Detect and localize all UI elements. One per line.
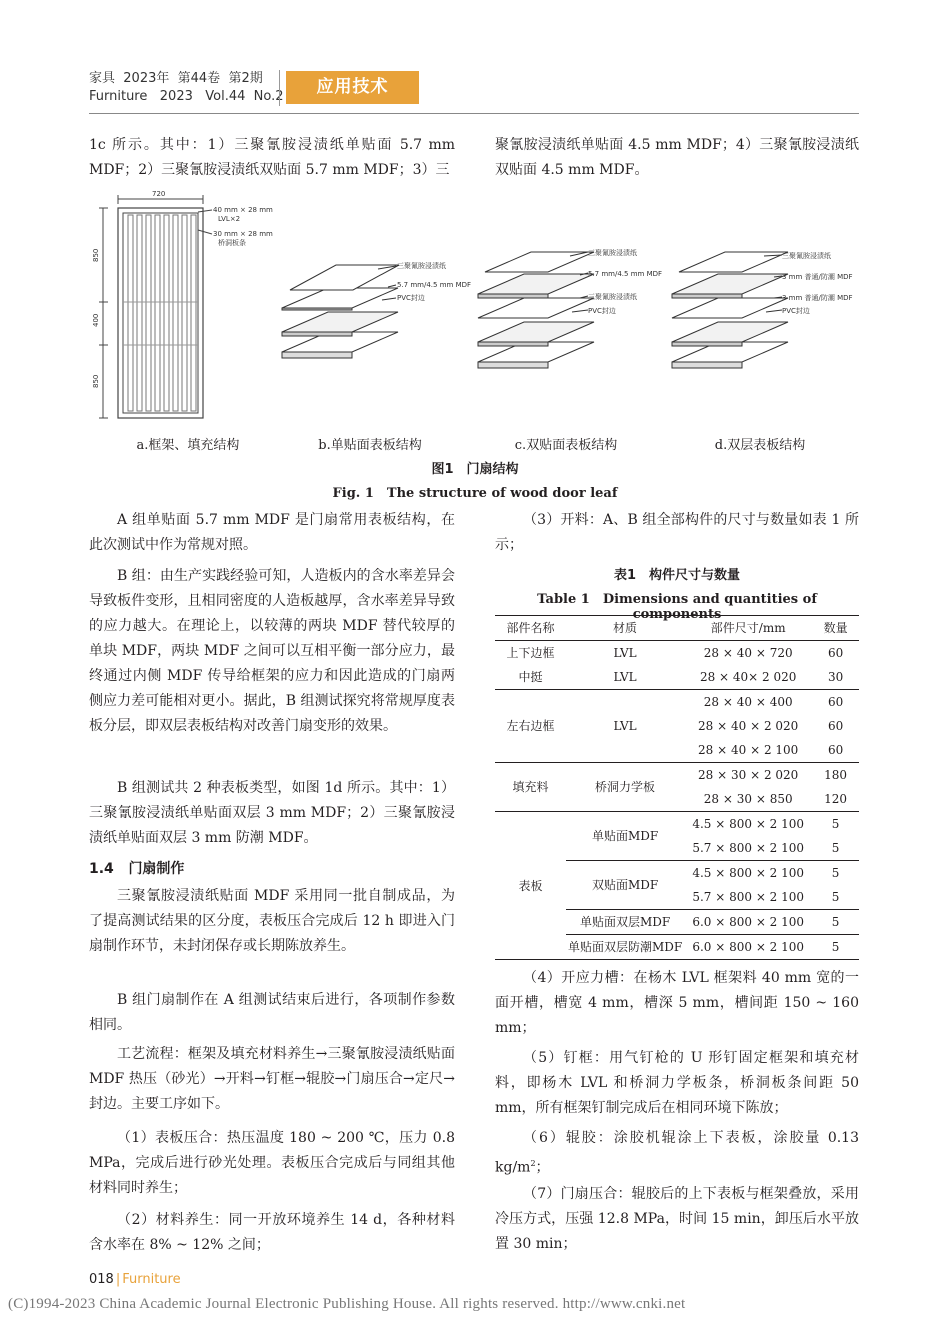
table-header (495, 616, 859, 641)
table-row: 表板 单贴面MDF 4.5 × 800 × 2 100 5 (495, 812, 859, 837)
table-row: 28 × 30 × 850 120 (495, 787, 859, 812)
b-label-mdf: 5.7 mm/4.5 mm MDF (397, 281, 472, 289)
c-label-pvc: PVC封边 (588, 307, 616, 315)
d-label-pvc: PVC封边 (782, 307, 810, 315)
left-top-text: 1c 所示。其中：1）三聚氰胺浸渍纸单贴面 5.7 mm MDF；2）三聚氰胺浸渍纸双贴面 5.7 mm MDF；3）三 (89, 137, 455, 178)
double-layer-diagram (672, 252, 788, 368)
journal-header-en: Furniture 2023 Vol.44 No.2 (89, 89, 284, 104)
table-row: 5.7 × 800 × 2 100 5 (495, 836, 859, 861)
c-label-mdf: 5.7 mm/4.5 mm MDF (588, 270, 663, 278)
d-label-mdf-1: 3 mm 普通/防潮 MDF (782, 273, 853, 281)
single-faced-diagram (282, 265, 399, 358)
frame-diagram (99, 195, 212, 418)
left-para-2: B 组：由生产实践经验可知，人造板内的含水率差异会导致板件变形，且相同密度的人造板越厚，含水率差异导致的应力越大。在理论上，以较薄的两块 MDF 替代较厚的单块 MDF，两块 MDF 之间可以互相平衡一部分应力，最终通过内侧 MDF 传导给框架的应力和因此造成的门扇两侧应力差可能相对更小。据此，B 组测试探究将常规厚度表板分层，即双层表板结构对改善门扇变形的效果。 (89, 568, 455, 734)
c-label-paper-top: 三聚氰胺浸渍纸 (588, 249, 637, 257)
col-size: 部件尺寸/mm (684, 616, 812, 641)
page-number: 018 (89, 1272, 114, 1287)
journal-header-cn: 家具 2023年 第44卷 第2期 (89, 71, 263, 86)
d-label-mdf-2: 3 mm 普通/防潮 MDF (782, 294, 853, 302)
right-para-4: （6）辊胶：涂胶机辊涂上下表板，涂胶量 0.13 $kg/m^2$； (495, 1130, 859, 1176)
table-row: 双贴面MDF 4.5 × 800 × 2 100 5 (495, 861, 859, 886)
col-part: 部件名称 (495, 616, 566, 641)
caption-a: a.框架、填充结构 (136, 438, 240, 453)
callout-lvl-count: LVL×2 (218, 215, 241, 223)
caption-d: d.双层表板结构 (714, 438, 806, 453)
left-para-7: （1）表板压合：热压温度 180 ~ 200 ℃，压力 0.8 MPa，完成后进行砂光处理。表板压合完成后与同组其他材料同时养生； (89, 1130, 455, 1196)
table-row: 单贴面双层防潮MDF 6.0 × 800 × 2 100 5 (495, 935, 859, 960)
left-para-4: 三聚氰胺浸渍纸贴面 MDF 采用同一批自制成品，为了提高测试结果的区分度，表板压合完成后 12 h 即进入门扇制作环节，未封闭保存或长期陈放养生。 (89, 888, 455, 954)
left-para-6: 工艺流程：框架及填充材料养生→三聚氰胺浸渍纸贴面 MDF 热压（砂光）→开料→钉框→辊胶→门扇压合→定尺→封边。主要工序如下。 (89, 1046, 455, 1112)
callout-lvl-size: 40 mm × 28 mm (213, 206, 273, 214)
table-row: 中挺 LVL 28 × 40× 2 020 30 (495, 665, 859, 690)
caption-c: c.双贴面表板结构 (514, 438, 618, 453)
right-para-5: （7）门扇压合：辊胶后的上下表板与框架叠放，采用冷压方式，压强 12.8 MPa，时间 15 min，卸压后水平放置 30 min； (495, 1186, 859, 1252)
section-heading: 1.4 门扇制作 (89, 861, 185, 877)
col-material: 材质 (566, 616, 684, 641)
page-footer: 018 | Furniture (89, 1272, 181, 1287)
components-table (495, 615, 859, 960)
figure-title-cn: 图1 门扇结构 (431, 462, 519, 477)
table-row: 28 × 40 × 2 020 60 (698, 719, 844, 733)
b-label-pvc: PVC封边 (397, 294, 425, 302)
col-qty: 数量 (812, 616, 859, 641)
table-row: 5.7 × 800 × 2 100 5 (495, 885, 859, 910)
double-faced-diagram (478, 252, 594, 368)
right-para-2: （4）开应力槽：在杨木 LVL 框架料 40 mm 宽的一面开槽，槽宽 4 mm，槽深 5 mm，槽间距 150 ~ 160 mm； (495, 970, 859, 1036)
figure-door-structure (0, 0, 950, 500)
table-row: 上下边框 LVL 28 × 40 × 720 60 (506, 646, 844, 660)
callout-strip-size: 30 mm × 28 mm (213, 230, 273, 238)
height-3: 850 (92, 374, 100, 388)
table-row: 填充料 桥洞力学板 28 × 30 × 2 020 180 (495, 763, 859, 788)
table-title-cn: 表1 构件尺寸与数量 (613, 568, 741, 583)
left-para-5: B 组门扇制作在 A 组测试结束后进行，各项制作参数相同。 (89, 992, 455, 1033)
right-top-text: 聚氰胺浸渍纸单贴面 4.5 mm MDF；4）三聚氰胺浸渍纸双贴面 4.5 mm MDF。 (495, 137, 859, 178)
height-1: 850 (92, 248, 100, 262)
copyright-line: (C)1994-2023 China Academic Journal Electronic Publishing House. All rights reserved. http://www.cnki.net (8, 1296, 686, 1312)
table-row: 单贴面双层MDF 6.0 × 800 × 2 100 5 (495, 910, 859, 935)
left-para-3: B 组测试共 2 种表板类型，如图 1d 所示。其中：1）三聚氰胺浸渍纸单贴面双层 3 mm MDF；2）三聚氰胺浸渍纸单贴面双层 3 mm 防潮 MDF。 (89, 780, 455, 846)
d-label-paper: 三聚氰胺浸渍纸 (782, 252, 831, 260)
table-row: 28 × 40 × 2 100 60 (495, 738, 859, 763)
right-para-3: （5）钉框：用气钉枪的 U 形钉固定框架和填充材料，即杨木 LVL 和桥洞力学板条，桥洞板条间距 50 mm，所有框架钉制完成后在相同环境下陈放； (495, 1050, 859, 1116)
section-badge: 应用技术 (286, 71, 419, 104)
width-label: 720 (152, 190, 166, 198)
table-row: 左右边框 LVL 28 × 40 × 400 60 (495, 690, 859, 715)
height-2: 400 (92, 313, 100, 327)
left-para-1: A 组单贴面 5.7 mm MDF 是门扇常用表板结构，在此次测试中作为常规对照。 (89, 512, 455, 553)
left-para-8: （2）材料养生：同一开放环境养生 14 d，各种材料含水率在 8% ~ 12% 之间； (89, 1212, 455, 1253)
frame-dims (92, 190, 273, 388)
c-label-paper-bottom: 三聚氰胺浸渍纸 (588, 293, 637, 301)
b-label-paper: 三聚氰胺浸渍纸 (397, 262, 446, 270)
table-title-en: Table 1 Dimensions and quantities of components (537, 592, 817, 622)
callout-strip-name: 桥洞板条 (218, 239, 246, 247)
right-para-1: （3）开料：A、B 组全部构件的尺寸与数量如表 1 所示； (495, 512, 859, 553)
figure-title-en: Fig. 1 The structure of wood door leaf (332, 486, 618, 501)
caption-b: b.单贴面表板结构 (318, 438, 422, 453)
footer-journal: Furniture (122, 1272, 181, 1287)
